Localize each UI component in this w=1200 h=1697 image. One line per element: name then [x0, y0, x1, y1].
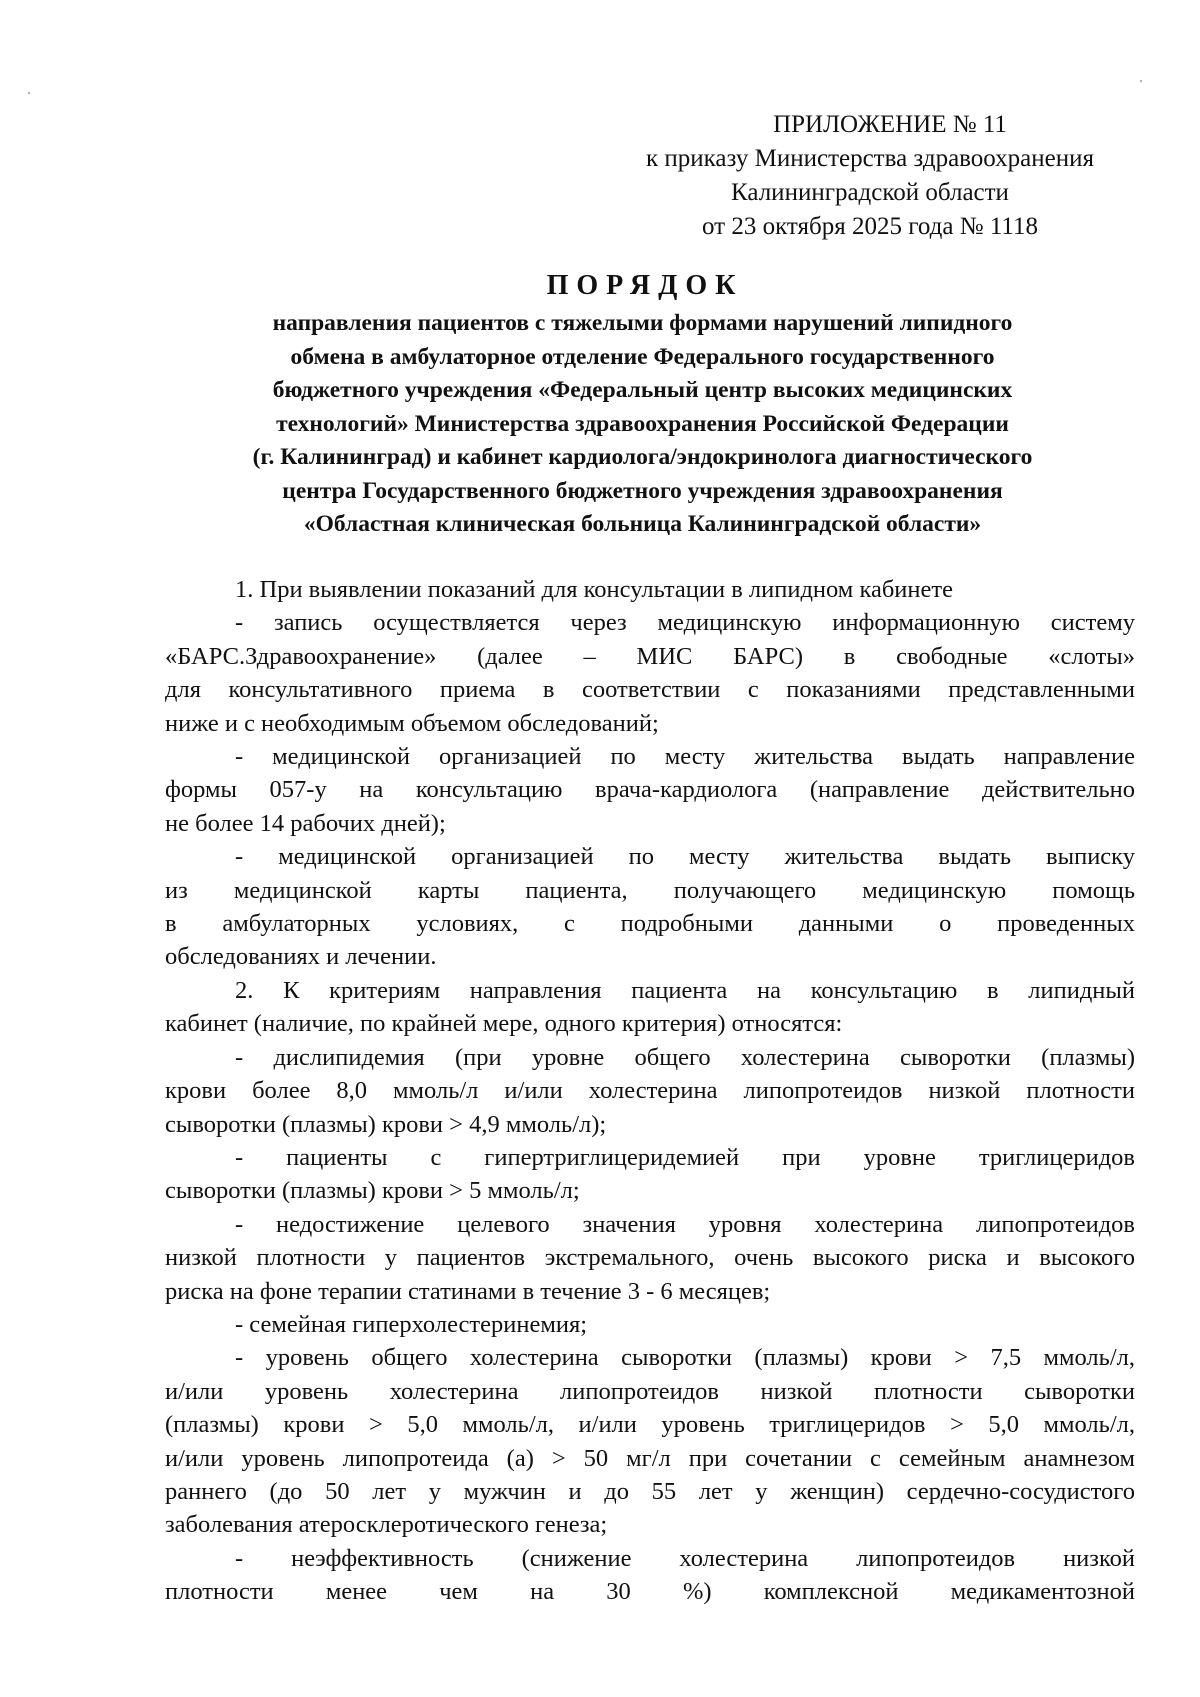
body-line: сыворотки (плазмы) крови > 4,9 ммоль/л);: [165, 1110, 607, 1138]
body-line: - неэффективность (снижение холестерина липопротеидов низкой: [235, 1544, 1135, 1572]
document-subtitle: [150, 307, 1135, 542]
paragraph-1: 1. При выявлении показаний для консультации в липидном кабинете: [235, 576, 953, 603]
criterion-familial-hypercholesterolemia: - семейная гиперхолестеринемия;: [235, 1310, 588, 1338]
criterion-dyslipidemia: [165, 1041, 1135, 1141]
body-line: из медицинской карты пациента, получающего медицинскую помощь: [165, 876, 1135, 904]
criterion-cholesterol-levels: [165, 1341, 1135, 1541]
body-line: - медицинской организацией по месту жительства выдать выписку: [235, 843, 1135, 871]
body-line: низкой плотности у пациентов экстремального, очень высокого риска и высокого: [165, 1244, 1135, 1272]
paragraph-1-item-1: [165, 606, 1135, 740]
body-line: в амбулаторных условиях, с подробными данными о проведенных: [165, 910, 1135, 938]
body-line: плотности менее чем на 30 %) комплексной медикаментозной: [165, 1578, 1135, 1606]
order-date-number: от 23 октября 2025 года № 1118: [702, 213, 1038, 240]
subtitle-line: направления пациентов с тяжелыми формами нарушений липидного: [272, 310, 1013, 336]
body-line: и/или уровень липопротеида (а) > 50 мг/л при сочетании с семейным анамнезом: [165, 1444, 1135, 1472]
paragraph-1-item-3: [165, 840, 1135, 974]
subtitle-line: (г. Калининград) и кабинет кардиолога/эндокринолога диагностического: [252, 444, 1033, 470]
body-line: - уровень общего холестерина сыворотки (плазмы) крови > 7,5 ммоль/л,: [235, 1344, 1135, 1372]
body-line: - пациенты с гипертриглицеридемией при уровне триглицеридов: [235, 1143, 1135, 1171]
region-name: Калининградской области: [731, 179, 1009, 206]
body-line: и/или уровень холестерина липопротеидов низкой плотности сыворотки: [165, 1377, 1135, 1405]
subtitle-line: «Областная клиническая больница Калининградской области»: [303, 511, 982, 537]
subtitle-line: обмена в амбулаторное отделение Федерального государственного: [290, 343, 995, 370]
paragraph-1-item-2: [165, 740, 1135, 840]
paragraph-2: [165, 974, 1135, 1041]
criterion-ineffectiveness: [165, 1542, 1135, 1609]
body-line: (плазмы) крови > 5,0 ммоль/л, и/или уровень триглицеридов > 5,0 ммоль/л,: [165, 1411, 1135, 1439]
scan-speck: [28, 92, 30, 94]
scan-speck: [1140, 80, 1142, 82]
body-line: - медицинской организацией по месту жительства выдать направление: [235, 743, 1135, 771]
subtitle-line: бюджетного учреждения «Федеральный центр высоких медицинских: [272, 377, 1013, 403]
approval-header: [610, 108, 1130, 244]
body-line: обследованиях и лечении.: [165, 943, 437, 971]
body-line: не более 14 рабочих дней);: [165, 809, 446, 837]
body-line: раннего (до 50 лет у мужчин и до 55 лет у женщин) сердечно-сосудистого: [165, 1477, 1135, 1505]
body-line: «БАРС.Здравоохранение» (далее – МИС БАРС) в свободные «слоты»: [165, 642, 1135, 670]
document-title: ПОРЯДОК: [546, 270, 744, 301]
order-reference: к приказу Министерства здравоохранения: [645, 145, 1095, 172]
body-line: крови более 8,0 ммоль/л и/или холестерина липопротеидов низкой плотности: [165, 1077, 1135, 1105]
body-line: для консультативного приема в соответствии с показаниями представленными: [165, 676, 1135, 704]
subtitle-line: центра Государственного бюджетного учреждения здравоохранения: [282, 477, 1003, 504]
body-line: сыворотки (плазмы) крови > 5 ммоль/л;: [165, 1177, 580, 1205]
body-line: - дислипидемия (при уровне общего холестерина сыворотки (плазмы): [235, 1043, 1135, 1071]
subtitle-line: технологий» Министерства здравоохранения Российской Федерации: [276, 410, 1009, 437]
body-line: - недостижение целевого значения уровня холестерина липопротеидов: [235, 1210, 1135, 1238]
body-line: формы 057-у на консультацию врача-кардиолога (направление действительно: [165, 776, 1135, 804]
document-body: [165, 573, 1135, 1609]
body-line: кабинет (наличие, по крайней мере, одного критерия) относятся:: [165, 1010, 843, 1038]
body-line: риска на фоне терапии статинами в течение 3 - 6 месяцев;: [165, 1277, 771, 1305]
body-line: 2. К критериям направления пациента на консультацию в липидный: [235, 976, 1135, 1004]
body-line: заболевания атеросклеротического генеза;: [165, 1511, 608, 1539]
criterion-hypertriglyceridemia: [165, 1141, 1135, 1208]
body-line: ниже и с необходимым объемом обследований;: [165, 709, 659, 737]
criterion-target-not-reached: [165, 1208, 1135, 1308]
appendix-number: ПРИЛОЖЕНИЕ № 11: [773, 111, 1007, 138]
body-line: - запись осуществляется через медицинскую информационную систему: [235, 609, 1135, 637]
